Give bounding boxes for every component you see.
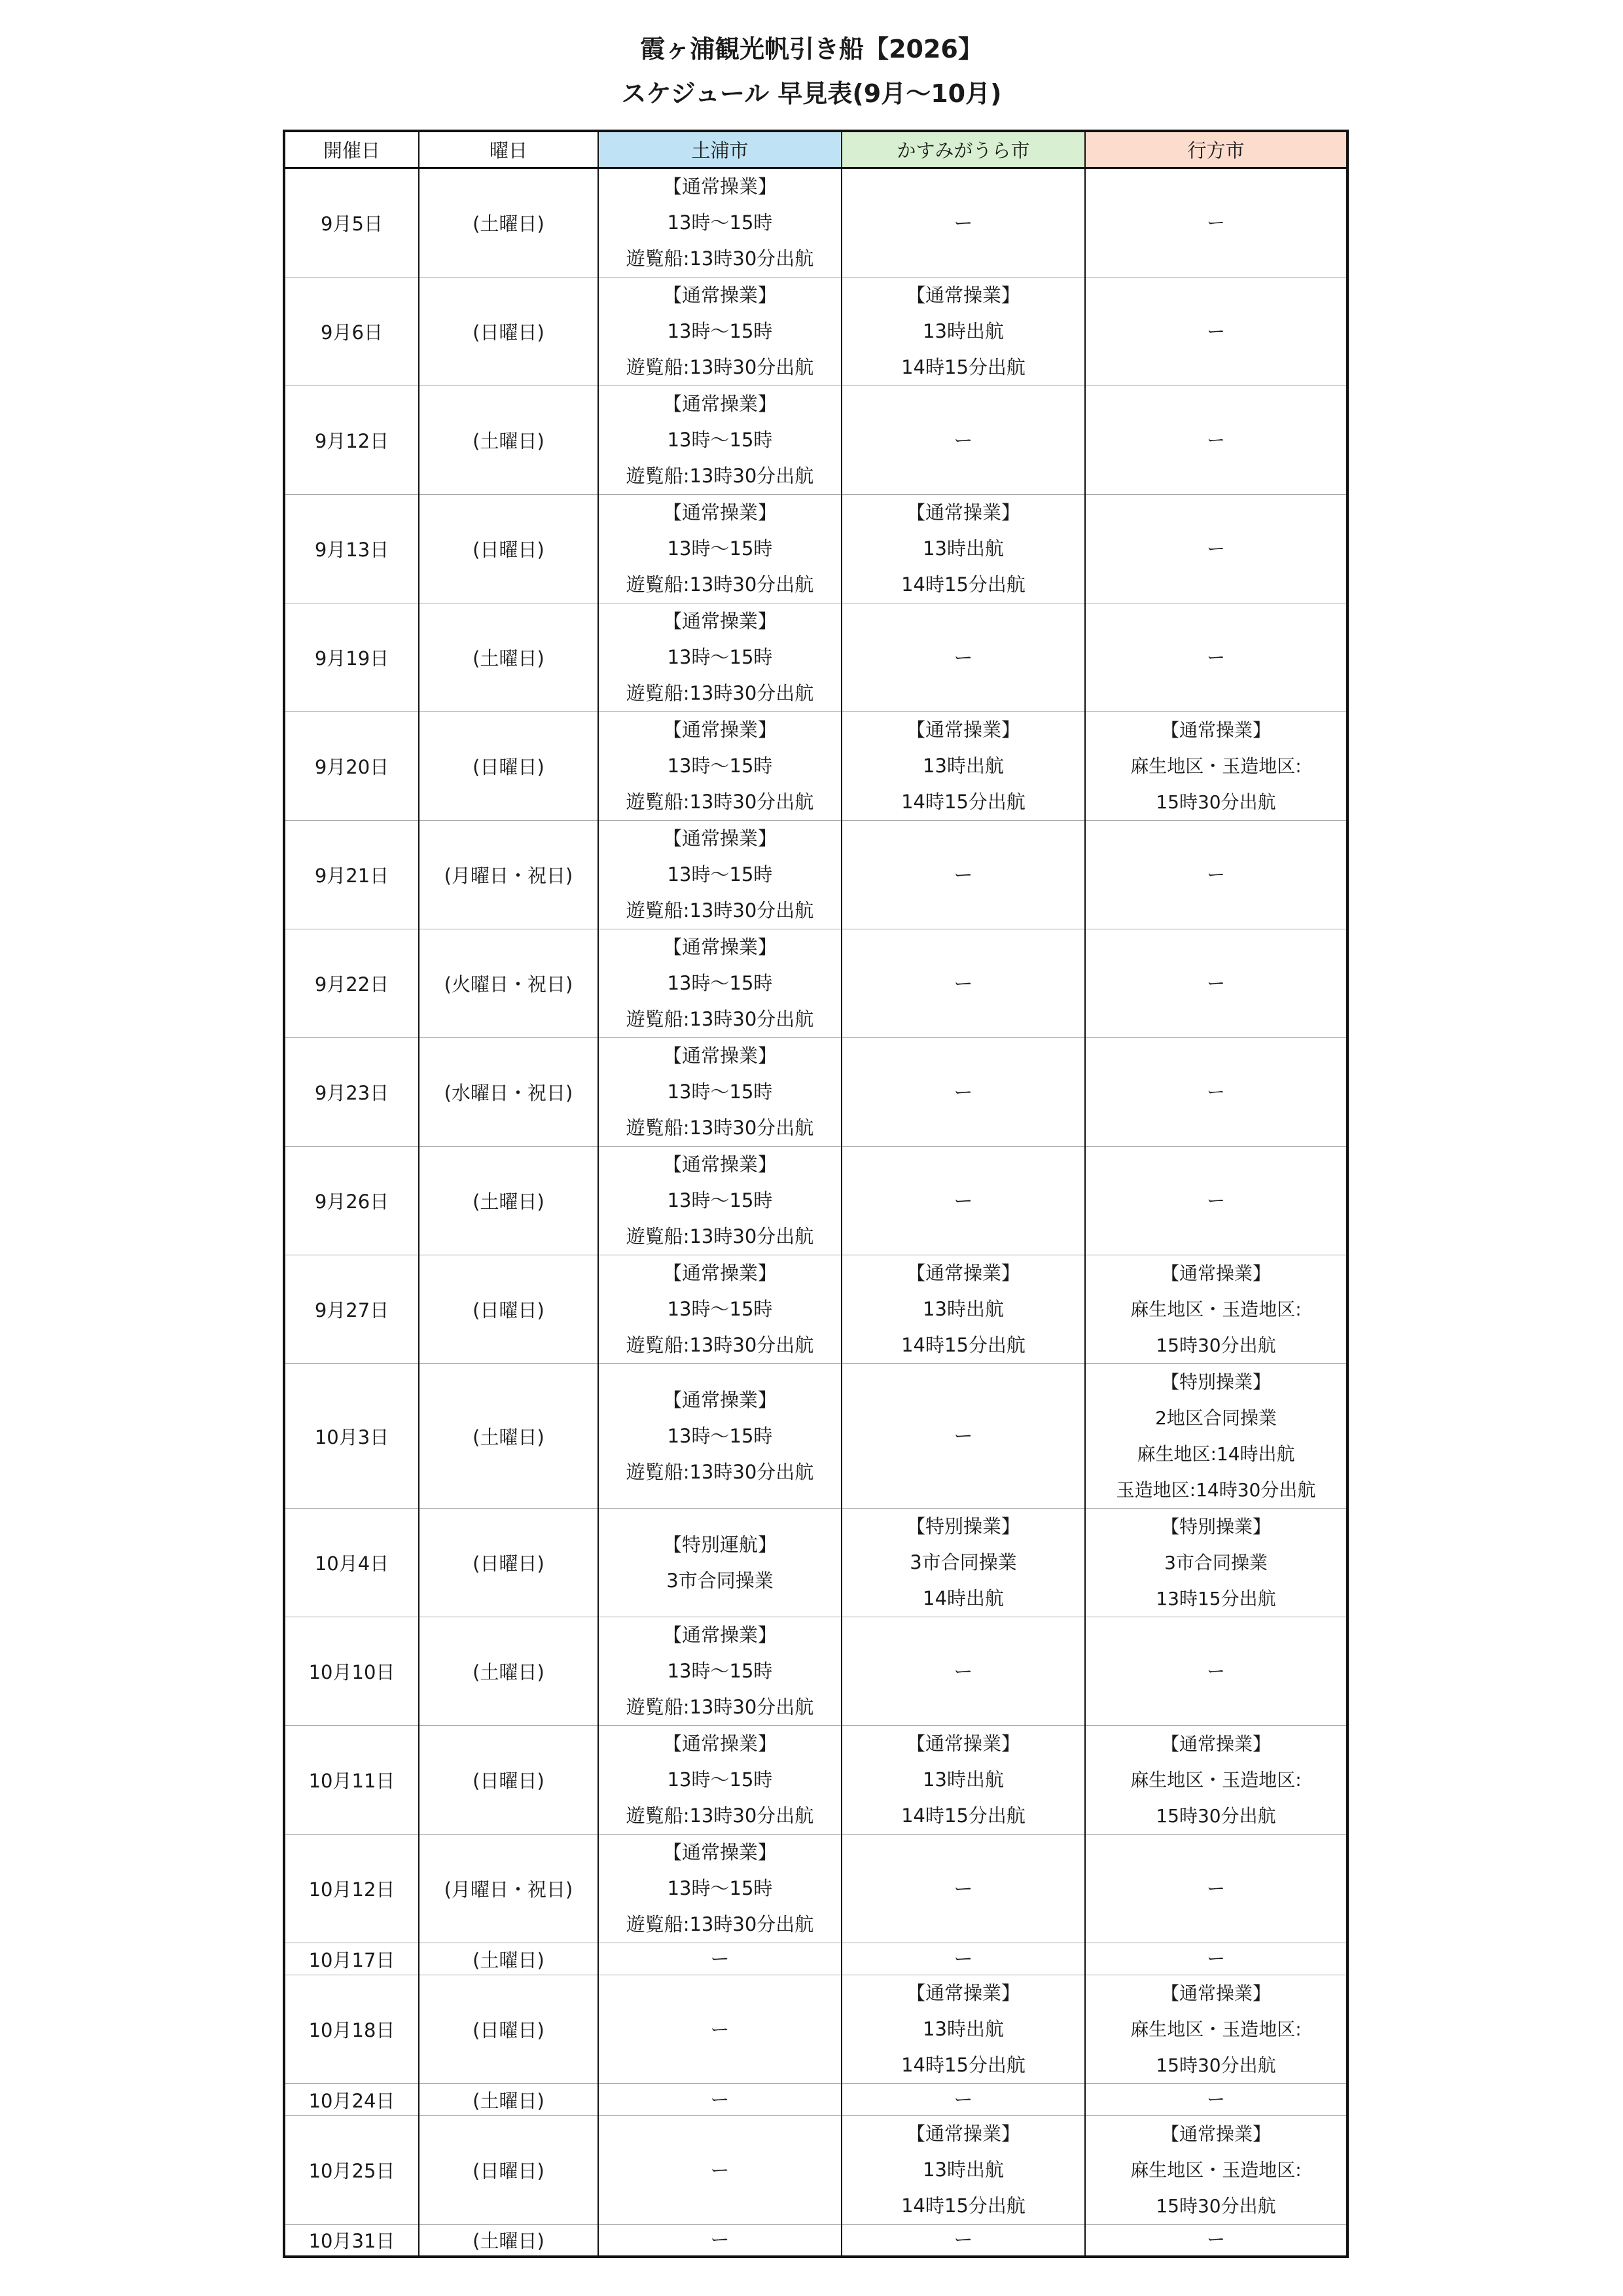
namegata-cell [1085, 1835, 1347, 1943]
namegata-cell-line: 麻生地区・玉造地区: [1130, 2018, 1302, 2040]
namegata-cell [1085, 712, 1347, 821]
kasumigaura-cell [842, 712, 1085, 821]
tsuchiura-cell-line: 遊覧船:13時30分出航 [626, 1225, 814, 1247]
table-row [284, 1726, 1347, 1835]
kasumigaura-cell-line: 【通常操業】 [906, 501, 1020, 524]
kasumigaura-cell-line: 【通常操業】 [906, 284, 1020, 306]
namegata-cell-line: 麻生地区:14時出航 [1137, 1443, 1295, 1465]
kasumigaura-cell [842, 278, 1085, 386]
tsuchiura-cell-line: 【通常操業】 [662, 1841, 777, 1863]
namegata-cell-line: 玉造地区:14時30分出航 [1116, 1479, 1316, 1501]
tsuchiura-cell-line: 13時〜15時 [667, 1081, 773, 1103]
tsuchiura-cell-line: 遊覧船:13時30分出航 [626, 1008, 814, 1030]
tsuchiura-cell [598, 2116, 842, 2225]
namegata-cell [1085, 168, 1347, 278]
namegata-cell-line: 15時30分出航 [1156, 2054, 1276, 2076]
table-row [284, 1943, 1347, 1975]
namegata-cell-line: 15時30分出航 [1156, 2195, 1276, 2217]
namegata-cell-line: 3市合同操業 [1164, 1552, 1268, 1573]
table-row [284, 821, 1347, 929]
kasumigaura-cell-line: ー [954, 1660, 973, 1683]
table-row [284, 712, 1347, 821]
day-of-week-cell: (水曜日・祝日) [419, 1038, 598, 1147]
tsuchiura-cell-line: 13時〜15時 [667, 1189, 773, 1211]
kasumigaura-cell-line: ー [954, 1081, 973, 1103]
tsuchiura-cell [598, 1726, 842, 1835]
namegata-cell-line: 麻生地区・玉造地区: [1130, 1299, 1302, 1320]
tsuchiura-cell [598, 929, 842, 1038]
namegata-cell-line: ー [1206, 646, 1225, 668]
table-row [284, 2225, 1347, 2257]
kasumigaura-cell-line: 13時出航 [923, 1768, 1004, 1791]
table-row [284, 2116, 1347, 2225]
namegata-cell-line: ー [1206, 2229, 1225, 2251]
kasumigaura-cell-line: ー [954, 1425, 973, 1447]
day-of-week-cell: (土曜日) [419, 1617, 598, 1726]
tsuchiura-cell-line: 【通常操業】 [662, 1388, 777, 1411]
kasumigaura-cell [842, 1835, 1085, 1943]
tsuchiura-cell-line: 遊覧船:13時30分出航 [626, 1696, 814, 1718]
table-row [284, 1975, 1347, 2084]
tsuchiura-cell-line: 【通常操業】 [662, 610, 777, 632]
namegata-cell-line: ー [1206, 863, 1225, 886]
table-row [284, 1617, 1347, 1726]
kasumigaura-cell-line: 14時15分出航 [901, 791, 1026, 813]
kasumigaura-cell-line: ー [954, 1877, 973, 1900]
namegata-cell [1085, 821, 1347, 929]
tsuchiura-cell [598, 386, 842, 495]
header-date: 開催日 [284, 131, 419, 168]
namegata-cell [1085, 495, 1347, 603]
kasumigaura-cell-line: 14時出航 [923, 1587, 1004, 1609]
tsuchiura-cell-line: ー [710, 2229, 730, 2251]
kasumigaura-cell-line: ー [954, 972, 973, 995]
day-of-week-cell: (土曜日) [419, 1364, 598, 1509]
tsuchiura-cell-line: 13時〜15時 [667, 972, 773, 994]
kasumigaura-cell-line: ー [954, 1948, 973, 1970]
namegata-cell-line: 【通常操業】 [1160, 719, 1271, 741]
date-cell: 10月24日 [284, 2084, 419, 2116]
namegata-cell-line: ー [1206, 972, 1225, 994]
kasumigaura-cell [842, 1943, 1085, 1975]
kasumigaura-cell [842, 2116, 1085, 2225]
schedule-table [283, 130, 1349, 2258]
tsuchiura-cell-line: 【通常操業】 [662, 175, 777, 198]
kasumigaura-cell-line: ー [954, 1189, 973, 1212]
tsuchiura-cell-line: ー [710, 2018, 730, 2041]
tsuchiura-cell-line: 【通常操業】 [662, 827, 777, 850]
date-cell: 9月21日 [284, 821, 419, 929]
namegata-cell [1085, 1509, 1347, 1617]
tsuchiura-cell [598, 495, 842, 603]
tsuchiura-cell [598, 712, 842, 821]
kasumigaura-cell [842, 1255, 1085, 1364]
namegata-cell-line: 【通常操業】 [1160, 1982, 1271, 2004]
date-cell: 10月3日 [284, 1364, 419, 1509]
day-of-week-cell: (土曜日) [419, 386, 598, 495]
kasumigaura-cell [842, 1509, 1085, 1617]
namegata-cell [1085, 929, 1347, 1038]
tsuchiura-cell [598, 278, 842, 386]
namegata-cell-line: 【特別操業】 [1160, 1371, 1271, 1393]
table-row [284, 1364, 1347, 1509]
date-cell: 10月25日 [284, 2116, 419, 2225]
namegata-cell-line: ー [1206, 1189, 1225, 1211]
kasumigaura-cell-line: 【通常操業】 [906, 1262, 1020, 1284]
tsuchiura-cell-line: 遊覧船:13時30分出航 [626, 1334, 814, 1356]
tsuchiura-cell-line: 【通常操業】 [662, 719, 777, 741]
namegata-cell [1085, 1726, 1347, 1835]
kasumigaura-cell-line: 13時出航 [923, 320, 1004, 342]
tsuchiura-cell-line: 【通常操業】 [662, 1262, 777, 1284]
day-of-week-cell: (日曜日) [419, 1975, 598, 2084]
namegata-cell [1085, 1255, 1347, 1364]
tsuchiura-cell-line: 【通常操業】 [662, 501, 777, 524]
kasumigaura-cell-line: 14時15分出航 [901, 2054, 1026, 2076]
tsuchiura-cell-line: ー [710, 2159, 730, 2181]
namegata-cell-line: 15時30分出航 [1156, 1805, 1276, 1827]
kasumigaura-cell [842, 1038, 1085, 1147]
namegata-cell [1085, 1975, 1347, 2084]
tsuchiura-cell-line: 遊覧船:13時30分出航 [626, 682, 814, 704]
tsuchiura-cell [598, 1943, 842, 1975]
header-day-of-week: 曜日 [419, 131, 598, 168]
day-of-week-cell: (火曜日・祝日) [419, 929, 598, 1038]
kasumigaura-cell-line: 【通常操業】 [906, 2123, 1020, 2145]
date-cell: 9月20日 [284, 712, 419, 821]
kasumigaura-cell-line: ー [954, 429, 973, 452]
namegata-cell-line: ー [1206, 211, 1225, 234]
kasumigaura-cell-line: 【通常操業】 [906, 1982, 1020, 2004]
header-tsuchiura: 土浦市 [598, 131, 842, 168]
day-of-week-cell: (土曜日) [419, 603, 598, 712]
tsuchiura-cell-line: 13時〜15時 [667, 429, 773, 451]
tsuchiura-cell-line: 13時〜15時 [667, 1424, 773, 1447]
namegata-cell-line: 麻生地区・玉造地区: [1130, 2159, 1302, 2181]
tsuchiura-cell [598, 821, 842, 929]
kasumigaura-cell-line: ー [954, 2229, 973, 2251]
tsuchiura-cell [598, 1509, 842, 1617]
day-of-week-cell: (土曜日) [419, 2225, 598, 2257]
tsuchiura-cell-line: 13時〜15時 [667, 646, 773, 668]
kasumigaura-cell-line: 14時15分出航 [901, 1804, 1026, 1827]
tsuchiura-cell-line: 【通常操業】 [662, 1732, 777, 1755]
tsuchiura-cell-line: 遊覧船:13時30分出航 [626, 1804, 814, 1827]
tsuchiura-cell-line: 遊覧船:13時30分出航 [626, 791, 814, 813]
table-row [284, 1835, 1347, 1943]
kasumigaura-cell-line: ー [954, 2089, 973, 2111]
tsuchiura-cell-line: 遊覧船:13時30分出航 [626, 1117, 814, 1139]
tsuchiura-cell [598, 1617, 842, 1726]
tsuchiura-cell-line: 【通常操業】 [662, 1045, 777, 1067]
date-cell: 9月26日 [284, 1147, 419, 1255]
kasumigaura-cell-line: 13時出航 [923, 2018, 1004, 2040]
kasumigaura-cell [842, 1726, 1085, 1835]
namegata-cell-line: ー [1206, 320, 1225, 342]
header-namegata: 行方市 [1085, 131, 1347, 168]
kasumigaura-cell-line: 【通常操業】 [906, 1732, 1020, 1755]
tsuchiura-cell-line: 13時〜15時 [667, 1298, 773, 1320]
kasumigaura-cell-line: 14時15分出航 [901, 573, 1026, 596]
namegata-cell-line: 【通常操業】 [1160, 1733, 1271, 1755]
namegata-cell-line: 【通常操業】 [1160, 2123, 1271, 2145]
date-cell: 9月27日 [284, 1255, 419, 1364]
table-row [284, 603, 1347, 712]
kasumigaura-cell-line: 13時出航 [923, 2159, 1004, 2181]
tsuchiura-cell-line: 遊覧船:13時30分出航 [626, 1913, 814, 1935]
day-of-week-cell: (日曜日) [419, 712, 598, 821]
namegata-cell-line: ー [1206, 537, 1225, 560]
namegata-cell-line: 麻生地区・玉造地区: [1130, 1769, 1302, 1791]
document-subtitle: スケジュール 早見表(9月〜10月) [621, 79, 1002, 108]
tsuchiura-cell-line: 遊覧船:13時30分出航 [626, 573, 814, 596]
kasumigaura-cell-line: 13時出航 [923, 1298, 1004, 1320]
date-cell: 10月12日 [284, 1835, 419, 1943]
namegata-cell-line: ー [1206, 1948, 1225, 1969]
day-of-week-cell: (土曜日) [419, 1943, 598, 1975]
tsuchiura-cell [598, 1147, 842, 1255]
kasumigaura-cell-line: 13時出航 [923, 755, 1004, 777]
day-of-week-cell: (日曜日) [419, 1509, 598, 1617]
table-row [284, 929, 1347, 1038]
tsuchiura-cell [598, 2225, 842, 2257]
date-cell: 10月11日 [284, 1726, 419, 1835]
tsuchiura-cell-line: 13時〜15時 [667, 1660, 773, 1682]
tsuchiura-cell-line: 【通常操業】 [662, 936, 777, 958]
document-title: 霞ヶ浦観光帆引き船【2026】 [640, 35, 983, 63]
tsuchiura-cell-line: 【通常操業】 [662, 284, 777, 306]
namegata-cell [1085, 386, 1347, 495]
kasumigaura-cell [842, 1364, 1085, 1509]
namegata-cell [1085, 2225, 1347, 2257]
tsuchiura-cell [598, 1038, 842, 1147]
tsuchiura-cell-line: ー [710, 1948, 730, 1970]
kasumigaura-cell-line: 14時15分出航 [901, 1334, 1026, 1356]
date-cell: 9月22日 [284, 929, 419, 1038]
tsuchiura-cell [598, 1364, 842, 1509]
namegata-cell-line: 【通常操業】 [1160, 1263, 1271, 1284]
kasumigaura-cell [842, 386, 1085, 495]
namegata-cell-line: ー [1206, 1081, 1225, 1103]
table-row [284, 1255, 1347, 1364]
tsuchiura-cell-line: 13時〜15時 [667, 211, 773, 234]
tsuchiura-cell-line: 13時〜15時 [667, 1877, 773, 1899]
tsuchiura-cell [598, 1975, 842, 2084]
header-kasumigaura: かすみがうら市 [842, 131, 1085, 168]
date-cell: 10月31日 [284, 2225, 419, 2257]
kasumigaura-cell-line: 13時出航 [923, 537, 1004, 560]
day-of-week-cell: (土曜日) [419, 2084, 598, 2116]
tsuchiura-cell-line: 13時〜15時 [667, 320, 773, 342]
table-row [284, 386, 1347, 495]
namegata-cell [1085, 1147, 1347, 1255]
tsuchiura-cell-line: 遊覧船:13時30分出航 [626, 356, 814, 378]
date-cell: 10月18日 [284, 1975, 419, 2084]
day-of-week-cell: (日曜日) [419, 1726, 598, 1835]
tsuchiura-cell [598, 2084, 842, 2116]
date-cell: 9月5日 [284, 168, 419, 278]
kasumigaura-cell [842, 1147, 1085, 1255]
table-row [284, 2084, 1347, 2116]
namegata-cell [1085, 603, 1347, 712]
table-row [284, 1038, 1347, 1147]
date-cell: 9月13日 [284, 495, 419, 603]
kasumigaura-cell [842, 821, 1085, 929]
date-cell: 9月23日 [284, 1038, 419, 1147]
kasumigaura-cell [842, 603, 1085, 712]
tsuchiura-cell [598, 1835, 842, 1943]
kasumigaura-cell-line: 【通常操業】 [906, 719, 1020, 741]
table-row [284, 1147, 1347, 1255]
namegata-cell [1085, 278, 1347, 386]
tsuchiura-cell [598, 168, 842, 278]
day-of-week-cell: (日曜日) [419, 495, 598, 603]
namegata-cell [1085, 2084, 1347, 2116]
day-of-week-cell: (土曜日) [419, 1147, 598, 1255]
table-row [284, 1509, 1347, 1617]
namegata-cell-line: ー [1206, 2089, 1225, 2110]
date-cell: 10月4日 [284, 1509, 419, 1617]
kasumigaura-cell [842, 168, 1085, 278]
namegata-cell-line: 2地区合同操業 [1155, 1407, 1277, 1429]
tsuchiura-cell-line: 遊覧船:13時30分出航 [626, 247, 814, 270]
namegata-cell-line: 15時30分出航 [1156, 1335, 1276, 1356]
day-of-week-cell: (日曜日) [419, 1255, 598, 1364]
tsuchiura-cell-line: 13時〜15時 [667, 863, 773, 886]
kasumigaura-cell-line: 14時15分出航 [901, 356, 1026, 378]
namegata-cell [1085, 1943, 1347, 1975]
namegata-cell-line: 15時30分出航 [1156, 791, 1276, 813]
table-row [284, 278, 1347, 386]
kasumigaura-cell-line: ー [954, 211, 973, 234]
tsuchiura-cell-line: 【通常操業】 [662, 1153, 777, 1175]
table-row [284, 168, 1347, 278]
kasumigaura-cell-line: ー [954, 646, 973, 669]
tsuchiura-cell-line: 遊覧船:13時30分出航 [626, 1460, 814, 1483]
tsuchiura-cell-line: 【通常操業】 [662, 393, 777, 415]
date-cell: 9月12日 [284, 386, 419, 495]
tsuchiura-cell-line: 13時〜15時 [667, 1768, 773, 1791]
kasumigaura-cell [842, 929, 1085, 1038]
header-row [284, 131, 1347, 168]
kasumigaura-cell-line: ー [954, 863, 973, 886]
day-of-week-cell: (土曜日) [419, 168, 598, 278]
kasumigaura-cell [842, 2225, 1085, 2257]
namegata-cell-line: 13時15分出航 [1156, 1588, 1276, 1609]
date-cell: 9月6日 [284, 278, 419, 386]
tsuchiura-cell-line: 遊覧船:13時30分出航 [626, 465, 814, 487]
tsuchiura-cell-line: 【特別運航】 [662, 1533, 777, 1556]
date-cell: 10月10日 [284, 1617, 419, 1726]
namegata-cell [1085, 1617, 1347, 1726]
namegata-cell [1085, 1364, 1347, 1509]
tsuchiura-cell-line: 13時〜15時 [667, 755, 773, 777]
tsuchiura-cell-line: 遊覧船:13時30分出航 [626, 899, 814, 922]
kasumigaura-cell [842, 2084, 1085, 2116]
kasumigaura-cell-line: 14時15分出航 [901, 2195, 1026, 2217]
day-of-week-cell: (月曜日・祝日) [419, 1835, 598, 1943]
tsuchiura-cell-line: 13時〜15時 [667, 537, 773, 560]
tsuchiura-cell [598, 1255, 842, 1364]
namegata-cell-line: ー [1206, 1877, 1225, 1899]
table-row [284, 495, 1347, 603]
date-cell: 10月17日 [284, 1943, 419, 1975]
kasumigaura-cell-line: 3市合同操業 [910, 1551, 1017, 1573]
day-of-week-cell: (日曜日) [419, 2116, 598, 2225]
tsuchiura-cell-line: 3市合同操業 [666, 1569, 774, 1592]
kasumigaura-cell [842, 495, 1085, 603]
tsuchiura-cell-line: ー [710, 2089, 730, 2111]
date-cell: 9月19日 [284, 603, 419, 712]
kasumigaura-cell [842, 1617, 1085, 1726]
tsuchiura-cell-line: 【通常操業】 [662, 1624, 777, 1646]
namegata-cell-line: 【特別操業】 [1160, 1516, 1271, 1537]
kasumigaura-cell-line: 【特別操業】 [906, 1515, 1020, 1537]
namegata-cell-line: ー [1206, 429, 1225, 451]
namegata-cell [1085, 2116, 1347, 2225]
day-of-week-cell: (月曜日・祝日) [419, 821, 598, 929]
tsuchiura-cell [598, 603, 842, 712]
kasumigaura-cell [842, 1975, 1085, 2084]
namegata-cell-line: ー [1206, 1660, 1225, 1682]
namegata-cell [1085, 1038, 1347, 1147]
day-of-week-cell: (日曜日) [419, 278, 598, 386]
namegata-cell-line: 麻生地区・玉造地区: [1130, 755, 1302, 777]
